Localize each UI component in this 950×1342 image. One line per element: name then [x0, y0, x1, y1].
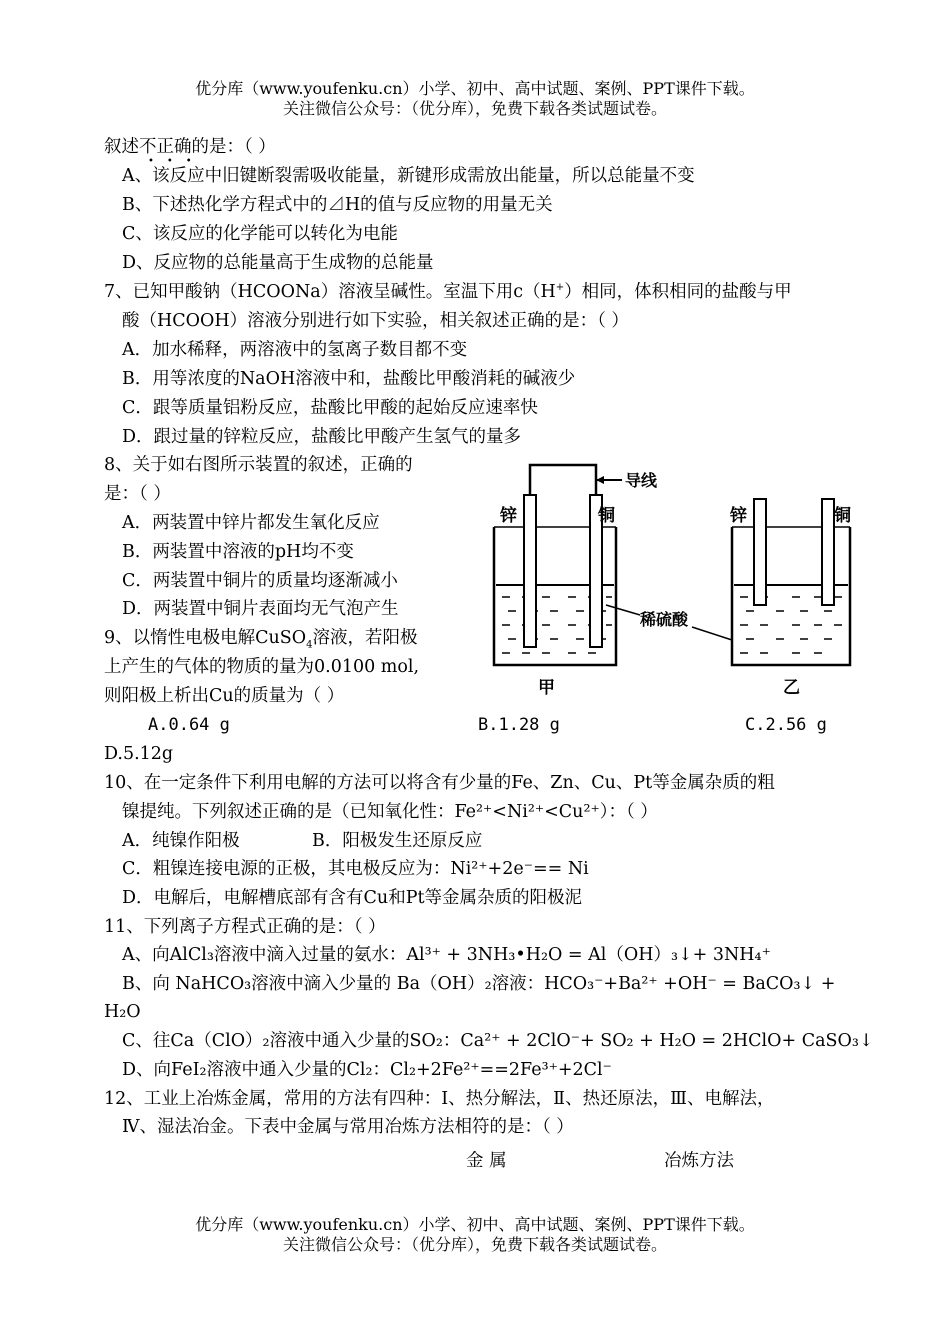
q8-option-d: D．两装置中铜片表面均无气泡产生 — [122, 599, 399, 619]
q8-stem-line2: 是：（ ） — [104, 484, 171, 504]
q8-stem-line1: 8、关于如右图所示装置的叙述，正确的 — [104, 455, 413, 475]
q11-option-d: D、向FeI₂溶液中通入少量的Cl₂：Cl₂+2Fe²⁺==2Fe³⁺+2Cl⁻ — [122, 1060, 612, 1080]
q9-option-a: A.0.64 g — [148, 715, 230, 735]
q11-option-b-line2: H₂O — [104, 1002, 141, 1022]
cell-diagram — [480, 455, 860, 705]
q8-option-b: B．两装置中溶液的pH均不变 — [122, 542, 354, 562]
q12-table-header-method: 冶炼方法 — [664, 1151, 734, 1171]
label-yi: 乙 — [783, 678, 800, 698]
q9-stem-line3: 则阳极上析出Cu的质量为（ ） — [104, 686, 345, 706]
q12-table-header-metal: 金 属 — [466, 1151, 507, 1171]
wire-label: 导线 — [625, 471, 658, 490]
q10-option-c: C．粗镍连接电源的正极，其电极反应为：Ni²⁺+2e⁻== Ni — [122, 859, 589, 879]
q7-option-c: C．跟等质量铝粉反应，盐酸比甲酸的起始反应速率快 — [122, 398, 538, 418]
q10-stem-line2: 镍提纯。下列叙述正确的是（已知氧化性：Fe²⁺<Ni²⁺<Cu²⁺）：（ ） — [122, 802, 658, 822]
q8-option-a: A．两装置中锌片都发生氧化反应 — [122, 513, 380, 533]
q6-option-a: A、该反应中旧键断裂需吸收能量，新键形成需放出能量，所以总能量不变 — [122, 166, 695, 186]
zinc-electrode-jia — [524, 495, 536, 647]
q9-stem-line2: 上产生的气体的物质的量为0.0100 mol, — [104, 657, 420, 677]
q9-stem-line1: 9、以惰性电极电解CuSO$_4$溶液，若阳极 — [104, 628, 418, 651]
wire-line — [530, 465, 596, 503]
q10-option-d: D．电解后，电解槽底部有含有Cu和Pt等金属杂质的阳极泥 — [122, 888, 582, 908]
page-footer-line2: 关注微信公众号：（优分库），免费下载各类试题试卷。 — [282, 1235, 667, 1254]
q7-stem-line1: 7、已知甲酸钠（HCOONa）溶液呈碱性。室温下用c（H+）相同，体积相同的盐酸与甲 — [104, 282, 792, 302]
label-cu-yi: 铜 — [834, 506, 851, 526]
q10-option-b: B．阳极发生还原反应 — [312, 831, 483, 851]
q8-option-c: C．两装置中铜片的质量均逐渐减小 — [122, 571, 398, 591]
label-jia: 甲 — [538, 678, 555, 698]
q9-option-c: C.2.56 g — [745, 715, 827, 735]
q11-option-c: C、往Ca（ClO）₂溶液中通入少量的SO₂：Ca²⁺ + 2ClO⁻+ SO₂ + H₂O = 2HClO+ CaSO₃↓ — [122, 1031, 874, 1051]
page-footer-line1: 优分库（www.youfenku.cn）小学、初中、高中试题、案例、PPT课件下载。 — [195, 1215, 755, 1234]
label-cu-jia: 铜 — [598, 506, 615, 526]
acid-label: 稀硫酸 — [640, 610, 689, 629]
zinc-electrode-yi — [754, 499, 766, 605]
copper-electrode-yi — [822, 499, 834, 605]
q6-option-c: C、该反应的化学能可以转化为电能 — [122, 224, 398, 244]
q7-option-a: A．加水稀释，两溶液中的氢离子数目都不变 — [122, 340, 468, 360]
label-zn-yi: 锌 — [730, 506, 747, 526]
q6-option-d: D、反应物的总能量高于生成物的总能量 — [122, 253, 434, 273]
q11-option-b-line1: B、向 NaHCO₃溶液中滴入少量的 Ba（OH）₂溶液：HCO₃⁻+Ba²⁺ +OH⁻ = BaCO₃↓ + — [122, 974, 836, 994]
q11-option-a: A、向AlCl₃溶液中滴入过量的氨水：Al³⁺ + 3NH₃•H₂O = Al（OH）₃↓+ 3NH₄⁺ — [122, 945, 771, 965]
page-header-line2: 关注微信公众号：（优分库），免费下载各类试题试卷。 — [282, 99, 667, 118]
q10-stem-line1: 10、在一定条件下利用电解的方法可以将含有少量的Fe、Zn、Cu、Pt等金属杂质的粗 — [104, 773, 775, 793]
q9-option-b: B.1.28 g — [478, 715, 560, 735]
q6-stem: 叙述不正确的是：（ ） — [104, 137, 276, 157]
q6-option-b: B、下述热化学方程式中的⊿H的值与反应物的用量无关 — [122, 195, 553, 215]
q7-stem-line2: 酸（HCOOH）溶液分别进行如下实验，相关叙述正确的是：（ ） — [122, 311, 629, 331]
q10-option-a: A．纯镍作阳极 — [122, 831, 240, 851]
q12-stem-line2: Ⅳ、湿法冶金。下表中金属与常用冶炼方法相符的是：（ ） — [122, 1117, 574, 1137]
q7-option-d: D．跟过量的锌粒反应，盐酸比甲酸产生氢气的量多 — [122, 427, 522, 447]
q9-option-d: D.5.12g — [104, 744, 174, 764]
page-header-line1: 优分库（www.youfenku.cn）小学、初中、高中试题、案例、PPT课件下载。 — [195, 79, 755, 98]
emphasis-dots: ••• — [148, 156, 205, 167]
q11-stem: 11、下列离子方程式正确的是：（ ） — [104, 917, 386, 937]
label-zn-jia: 锌 — [500, 506, 517, 526]
q7-option-b: B．用等浓度的NaOH溶液中和，盐酸比甲酸消耗的碱液少 — [122, 369, 576, 389]
q12-stem-line1: 12、工业上冶炼金属，常用的方法有四种：Ⅰ、热分解法，Ⅱ、热还原法，Ⅲ、电解法， — [104, 1089, 775, 1109]
